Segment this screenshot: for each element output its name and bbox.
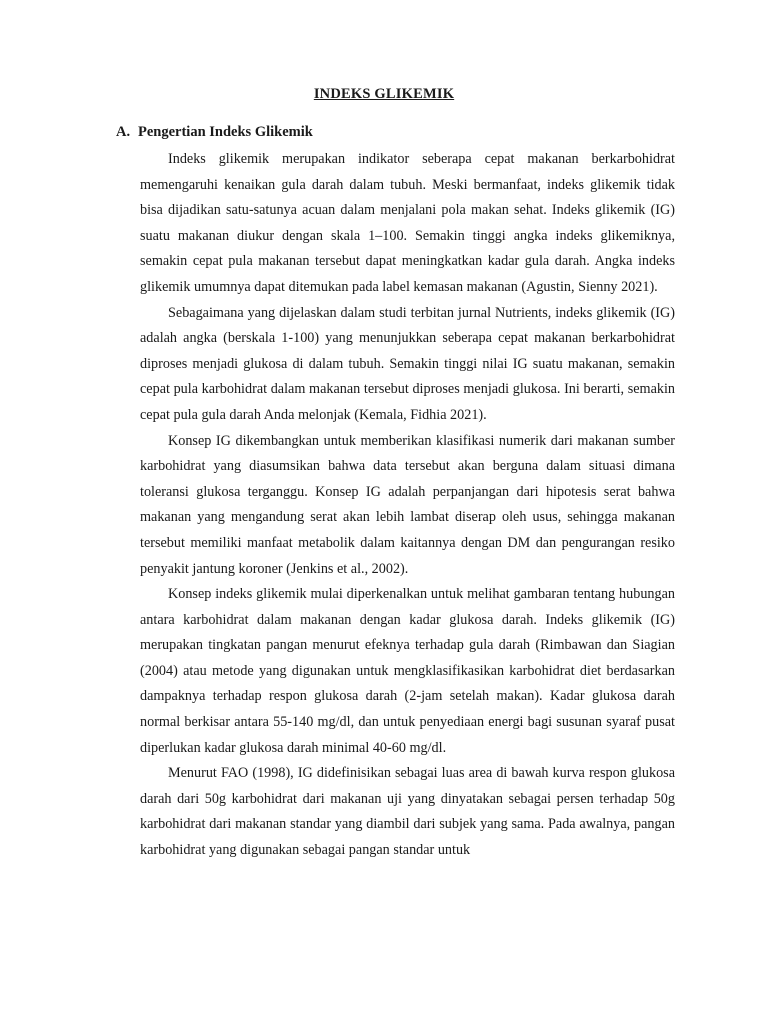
section-heading [116,124,313,141]
paragraph-5: Menurut FAO (1998), IG didefinisikan sebagai luas area di bawah kurva respon glukosa darah dari 50g karbohidrat dari makanan uji yang dinyatakan sebagai persen terhadap 50g karbohidrat dari makanan standar yang diambil dari subjek yang sama. Pada awalnya, pangan karbohidrat yang digunakan sebagai pangan standar untuk [140,765,675,859]
paragraph-1: Indeks glikemik merupakan indikator seberapa cepat makanan berkarbohidrat memengaruhi kenaikan gula darah dalam tubuh. Meski bermanfaat, indeks glikemik tidak bisa dijadikan satu-satunya acuan dalam menjalani pola makan sehat. Indeks glikemik (IG) suatu makanan diukur dengan skala 1–100. Semakin tinggi angka indeks glikemiknya, semakin cepat pula makanan tersebut dapat meningkatkan kadar gula darah. Angka indeks glikemik umumnya dapat ditemukan pada label kemasan makanan (Agustin, Sienny 2021). [140,151,675,295]
paragraph-3: Konsep IG dikembangkan untuk memberikan klasifikasi numerik dari makanan sumber karbohidrat yang diasumsikan bahwa data tersebut akan berguna dalam situasi dimana toleransi glukosa terganggu. Konsep IG adalah perpanjangan dari hipotesis serat bahwa makanan yang mengandung serat akan lebih lambat diserap oleh usus, sehingga makanan tersebut memiliki manfaat metabolik dalam kaitannya dengan DM dan pengurangan resiko penyakit jantung koroner (Jenkins et al., 2002). [140,432,675,577]
section-letter: A. [116,124,131,140]
paragraph-2: Sebagaimana yang dijelaskan dalam studi terbitan jurnal Nutrients, indeks glikemik (IG) adalah angka (berskala 1-100) yang menunjukkan seberapa cepat makanan berkarbohidrat diproses menjadi glukosa di dalam tubuh. Semakin tinggi nilai IG suatu makanan, semakin cepat pula karbohidrat dalam makanan tersebut diproses menjadi glukosa. Ini berarti, semakin cepat pula gula darah Anda melonjak (Kemala, Fidhia 2021). [140,304,675,423]
section-body [140,147,675,864]
page-title: INDEKS GLIKEMIK [313,86,455,102]
paragraph-4: Konsep indeks glikemik mulai diperkenalkan untuk melihat gambaran tentang hubungan antara karbohidrat dalam makanan dengan kadar glukosa darah. Indeks glikemik (IG) merupakan tingkatan pangan menurut efeknya terhadap gula darah (Rimbawan dan Siagian (2004) atau metode yang digunakan untuk mengklasifikasikan karbohidrat diet berdasarkan dampaknya terhadap respon glukosa darah (2-jam setelah makan). Kadar glukosa darah normal berkisar antara 55-140 mg/dl, dan untuk penyediaan energi bagi susunan syaraf pusat diperlukan kadar glukosa darah minimal 40-60 mg/dl. [140,586,675,756]
section-heading-text: Pengertian Indeks Glikemik [138,124,313,140]
